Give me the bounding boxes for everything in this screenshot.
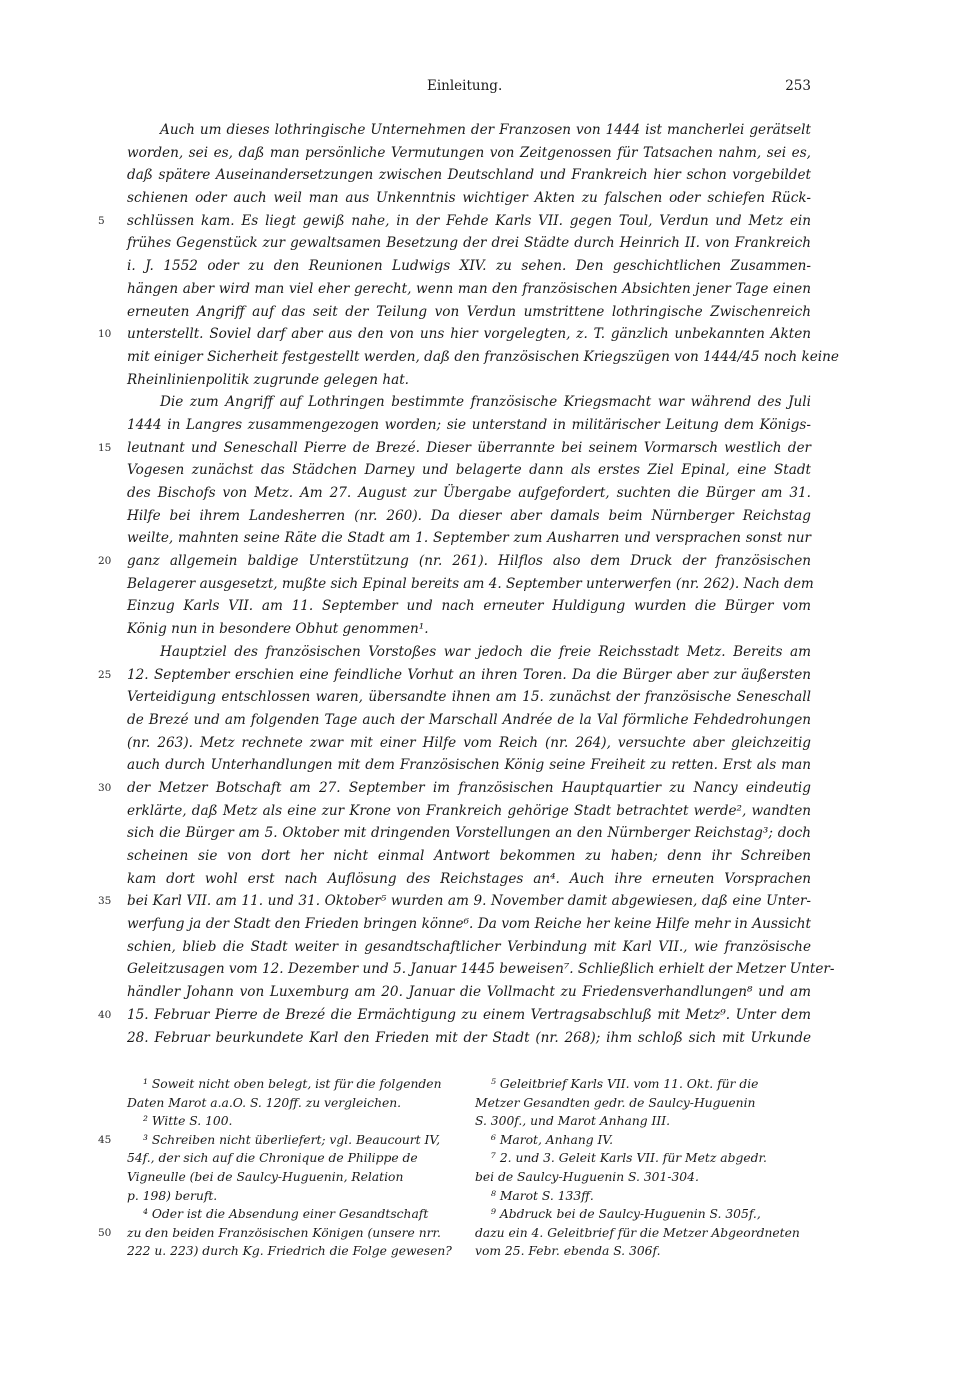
- line-text: (nr. 263). Metz rechnete zwar mit einer Hilfe vom Reich (nr. 264), versuchte aber gleichzeitig: [127, 734, 811, 751]
- text-line: [127, 232, 811, 255]
- line-text: erklärte, daß Metz als eine zur Krone von Frankreich gehörige Stadt betrachtet werde², wandten: [127, 802, 811, 819]
- text-line: [127, 346, 839, 369]
- line-text: leutnant und Seneschall Pierre de Brezé. Dieser überrannte bei seinem Vormarsch westlich der: [127, 439, 811, 456]
- line-text: Verteidigung entschlossen waren, übersandte ihnen am 15. zunächst der französische Seneschall: [127, 689, 811, 706]
- text-line: [127, 958, 835, 981]
- line-text: de Brezé und am folgenden Tage auch der Marschall Andrée de la Val förmliche Fehdedrohungen: [127, 711, 811, 728]
- line-text: weilte, mahnten seine Räte die Stadt am 1. September zum Ausharren und versprachen sonst nur: [127, 530, 811, 547]
- line-text: ⁵ Geleitbrief Karls VII. vom 11. Okt. für die: [491, 1077, 759, 1091]
- text-line: [98, 664, 811, 687]
- line-text: vom 25. Febr. ebenda S. 306f.: [475, 1244, 661, 1259]
- line-text: der Metzer Botschaft am 27. September im französischen Hauptquartier zu Nancy eindeutig: [127, 779, 811, 796]
- text-line: [127, 754, 811, 777]
- text-line: [127, 595, 811, 618]
- text-line: [127, 981, 811, 1004]
- line-text: Rheinlinienpolitik zugrunde gelegen hat.: [127, 371, 409, 388]
- text-line: [127, 913, 811, 936]
- line-text: Metzer Gesandten gedr. de Saulcy-Huguenin: [475, 1095, 756, 1110]
- footnote-line: [127, 1168, 463, 1187]
- line-text: bei Karl VII. am 11. und 31. Oktober⁵ wurden am 9. November damit abgewiesen, daß eine Unter-: [127, 893, 811, 910]
- line-text: Einzug Karls VII. am 11. September und nach erneuter Huldigung wurden die Bürger vom: [127, 598, 811, 615]
- footnote-line: [127, 1187, 463, 1206]
- footnote-line: [475, 1149, 811, 1168]
- line-text: händler Johann von Luxemburg am 20. Januar die Vollmacht zu Friedensverhandlungen⁸ und am: [127, 984, 811, 1001]
- line-number: 40: [98, 1008, 112, 1021]
- line-text: i. J. 1552 oder zu den Reunionen Ludwigs XIV. zu sehen. Den geschichtlichen Zusammen-: [127, 258, 811, 275]
- text-line: [127, 301, 811, 324]
- text-line: [127, 119, 811, 142]
- footnote-line: [475, 1075, 811, 1094]
- line-text: Auch um dieses lothringische Unternehmen der Franzosen von 1444 ist mancherlei gerätselt: [160, 122, 811, 138]
- footnote-line: [475, 1242, 811, 1261]
- line-text: des Bischofs von Metz. Am 27. August zur Übergabe aufgefordert, suchten die Bürger am 31.: [127, 485, 811, 501]
- footnote-line: [475, 1224, 811, 1243]
- line-text: ² Witte S. 100.: [143, 1114, 233, 1129]
- line-text: bei de Saulcy-Huguenin S. 301-304.: [475, 1169, 699, 1184]
- footnote-line: [127, 1094, 463, 1113]
- line-text: ¹ Soweit nicht oben belegt, ist für die folgenden: [143, 1077, 442, 1091]
- line-number: 10: [98, 328, 112, 341]
- line-text: p. 198) beruft.: [127, 1188, 218, 1203]
- footnote-line: [98, 1131, 463, 1150]
- line-text: erneuten Angriff auf das seit der Teilung von Verdun umstrittene lothringische Zwischenreich: [127, 303, 811, 320]
- line-text: 1444 in Langres zusammengezogen worden; sie unterstand in militärischer Leitung dem Königs-: [127, 416, 811, 433]
- footnote-line: [127, 1075, 463, 1094]
- line-text: schlüssen kam. Es liegt gewiß nahe, in der Fehde Karls VII. gegen Toul, Verdun und Metz ein: [127, 212, 811, 229]
- line-text: worden, sei es, daß man persönliche Vermutungen von Zeitgenossen für Tatsachen nahm, sei es,: [127, 144, 811, 161]
- line-text: scheinen sie von dort her nicht einmal Antwort bekommen zu haben; denn ihr Schreiben: [127, 848, 811, 864]
- line-text: ganz allgemein baldige Unterstützung (nr. 261). Hilflos also dem Druck der französischen: [127, 553, 811, 570]
- line-text: dazu ein 4. Geleitbrief für die Metzer Abgeordneten: [475, 1225, 800, 1240]
- line-text: ⁴ Oder ist die Absendung einer Gesandtschaft: [143, 1207, 429, 1222]
- line-number: 25: [98, 668, 112, 681]
- text-line: [127, 414, 811, 437]
- line-text: ³ Schreiben nicht überliefert; vgl. Beaucourt IV,: [143, 1132, 441, 1147]
- text-line: [98, 1004, 811, 1027]
- line-text: Die zum Angriff auf Lothringen bestimmte französische Kriegsmacht war während des Juli: [160, 394, 811, 411]
- line-number: 20: [98, 555, 112, 568]
- header-title: Einleitung.: [427, 78, 503, 94]
- footnote-line: [98, 1224, 463, 1243]
- line-text: Vogesen zunächst das Städchen Darney und belagerte dann als erstes Ziel Epinal, eine Stadt: [127, 462, 811, 479]
- line-text: Geleitzusagen vom 12. Dezember und 5. Januar 1445 beweisen⁷. Schließlich erhielt der Metzer Unter-: [127, 961, 835, 978]
- text-line: [98, 890, 811, 913]
- main-text: [98, 119, 839, 1049]
- text-line: [127, 527, 811, 550]
- text-line: [98, 437, 811, 460]
- line-text: 15. Februar Pierre de Brezé die Ermächtigung zu einem Vertragsabschluß mit Metz⁹. Unter dem: [127, 1006, 811, 1023]
- line-text: schienen oder auch weil man aus Unkenntnis wichtiger Akten zu falschen oder schiefen Rück-: [127, 190, 811, 207]
- footnote-line: [127, 1112, 463, 1131]
- text-line: [127, 278, 811, 301]
- line-text: mit einiger Sicherheit festgestellt werden, daß den französischen Kriegszügen von 1444/45 noch keine: [127, 348, 839, 365]
- footnote-line: [475, 1094, 811, 1113]
- text-line: [127, 482, 811, 505]
- text-line: [127, 845, 811, 868]
- line-text: Vigneulle (bei de Saulcy-Huguenin, Relation: [127, 1169, 404, 1184]
- footnote-line: [475, 1187, 811, 1206]
- text-line: [98, 777, 811, 800]
- text-line: [127, 505, 811, 528]
- text-line: [127, 936, 811, 959]
- text-line: [127, 686, 811, 709]
- line-text: Belagerer ausgesetzt, mußte sich Epinal bereits am 4. September unterwerfen (nr. 262). Nach dem: [127, 575, 814, 592]
- text-line: [127, 369, 811, 392]
- footnote-line: [127, 1242, 463, 1261]
- text-line: [127, 732, 811, 755]
- footnote-line: [127, 1149, 463, 1168]
- line-text: Daten Marot a.a.O. S. 120ff. zu vergleichen.: [127, 1095, 402, 1110]
- footnote-line: [475, 1112, 811, 1131]
- text-line: [127, 822, 811, 845]
- text-line: [127, 1027, 811, 1050]
- text-line: [127, 800, 811, 823]
- text-line: [98, 550, 811, 573]
- line-text: ⁹ Abdruck bei de Saulcy-Huguenin S. 305f.,: [491, 1207, 761, 1222]
- text-line: [127, 709, 811, 732]
- line-text: S. 300f., und Marot Anhang III.: [475, 1114, 671, 1129]
- line-text: werfung ja der Stadt den Frieden bringen könne⁶. Da vom Reiche her keine Hilfe mehr in Aussicht: [127, 916, 811, 933]
- text-line: [127, 618, 811, 641]
- footnote-line: [475, 1205, 811, 1224]
- text-line: [127, 391, 811, 414]
- text-line: [127, 641, 811, 664]
- text-line: [98, 210, 811, 233]
- line-number: 30: [98, 781, 112, 794]
- text-line: [127, 164, 811, 187]
- line-number: 35: [98, 895, 112, 908]
- text-line: [127, 255, 811, 278]
- line-text: sich die Bürger am 5. Oktober mit dringenden Vorstellungen an den Nürnberger Reichstag³; doch: [127, 825, 811, 842]
- line-text: 54f., der sich auf die Chronique de Philippe de: [127, 1151, 418, 1166]
- line-text: Hauptziel des französischen Vorstoßes war jedoch die freie Reichsstadt Metz. Bereits am: [160, 643, 811, 660]
- footnote-line: [475, 1131, 811, 1150]
- line-text: auch durch Unterhandlungen mit dem Französischen König seine Freiheit zu retten. Erst als man: [127, 757, 811, 774]
- line-number: 15: [98, 441, 112, 454]
- text-line: [127, 459, 811, 482]
- line-number: 5: [98, 214, 105, 227]
- line-text: Hilfe bei ihrem Landesherren (nr. 260). Da dieser aber damals beim Nürnberger Reichstag: [127, 507, 811, 524]
- line-text: 28. Februar beurkundete Karl den Frieden mit der Stadt (nr. 268); ihm schloß sich mit Urkunde: [127, 1029, 811, 1046]
- line-text: daß spätere Auseinandersetzungen zwischen Deutschland und Frankreich hier schon vorgebildet: [127, 167, 811, 184]
- footnote-line: [127, 1205, 463, 1224]
- line-number: 50: [98, 1226, 112, 1239]
- line-text: kam dort wohl erst nach Auflösung des Reichstages an⁴. Auch ihre erneuten Vorsprachen: [127, 870, 811, 887]
- footnotes-left-column: [98, 1075, 463, 1261]
- line-text: frühes Gegenstück zur gewaltsamen Besetzung der drei Städte durch Heinrich II. von Frankreich: [127, 235, 811, 252]
- line-text: 12. September erschien eine feindliche Vorhut an ihren Toren. Da die Bürger aber zur äußersten: [127, 666, 811, 683]
- footnote-line: [475, 1168, 811, 1187]
- line-text: 222 u. 223) durch Kg. Friedrich die Folge gewesen?: [127, 1244, 452, 1259]
- line-text: hängen aber wird man viel eher gerecht, wenn man den französischen Absichten jener Tage einen: [127, 280, 811, 297]
- line-text: König nun in besondere Obhut genommen¹.: [127, 621, 429, 638]
- line-text: zu den beiden Französischen Königen (unsere nrr.: [127, 1225, 441, 1240]
- line-text: ⁸ Marot S. 133ff.: [491, 1188, 594, 1203]
- line-text: ⁷ 2. und 3. Geleit Karls VII. für Metz abgedr.: [491, 1151, 767, 1166]
- text-line: [127, 868, 811, 891]
- line-text: ⁶ Marot, Anhang IV.: [491, 1132, 614, 1147]
- footnotes-right-column: [475, 1075, 811, 1261]
- line-text: schien, blieb die Stadt weiter in gesandtschaftlicher Verbindung mit Karl VII., wie französische: [127, 938, 811, 955]
- text-line: [98, 323, 811, 346]
- text-line: [127, 142, 811, 165]
- text-line: [127, 187, 811, 210]
- line-number: 45: [98, 1133, 112, 1146]
- line-text: unterstellt. Soviel darf aber aus den von uns hier vorgelegten, z. T. gänzlich unbekannten Akten: [127, 326, 811, 343]
- page-number: 253: [785, 78, 811, 94]
- text-line: [127, 573, 814, 596]
